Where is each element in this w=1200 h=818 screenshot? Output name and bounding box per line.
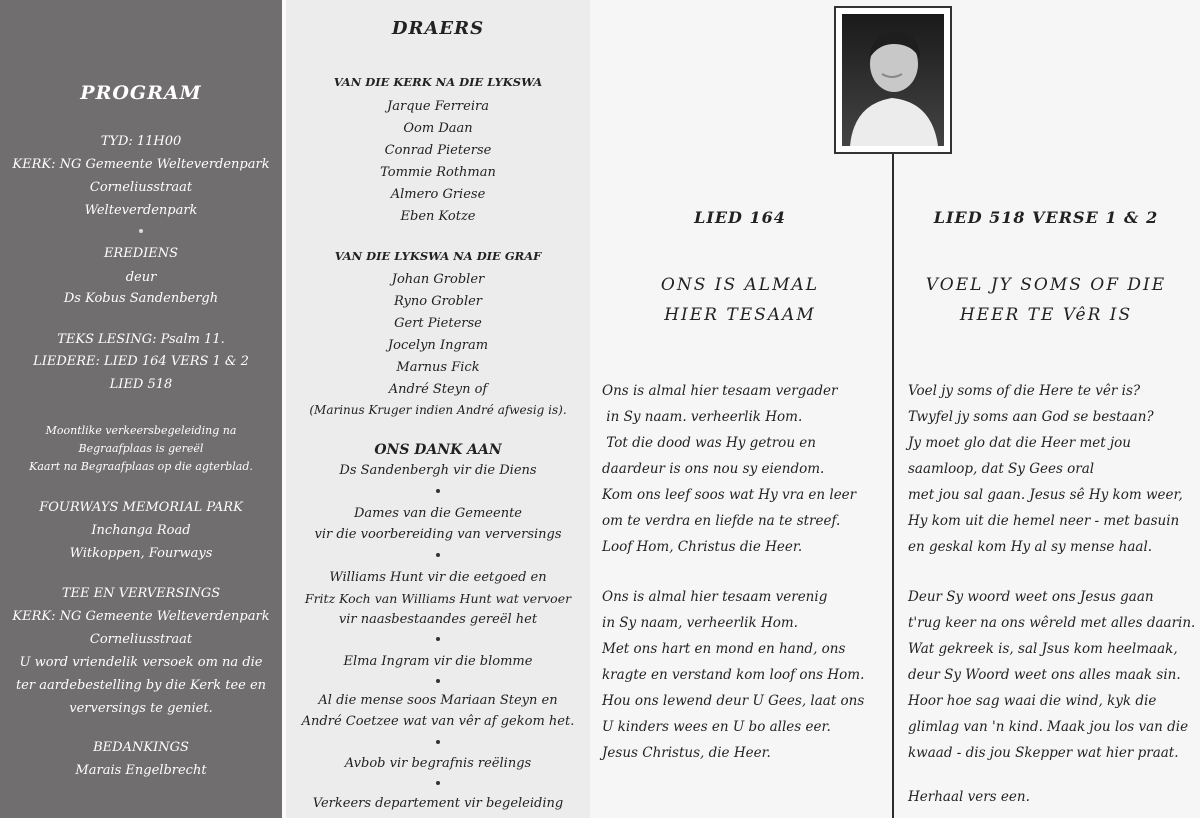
program-panel xyxy=(0,0,282,818)
bearer-name: Gert Pieterse xyxy=(394,316,482,331)
verse-line: Tot die dood was Hy getrou en xyxy=(602,435,816,451)
thanks-line: André Coetzee wat van vêr af gekom het. xyxy=(301,714,575,729)
bearer-name: Jocelyn Ingram xyxy=(387,338,489,353)
songs-panel xyxy=(590,0,1200,818)
bearer-name: Marnus Fick xyxy=(396,360,480,375)
separator-dot xyxy=(139,229,143,233)
verse-line: kragte en verstand kom loof ons Hom. xyxy=(602,667,865,683)
thanks-title: BEDANKINGS xyxy=(93,740,189,755)
verse-line: Jy moet glo dat die Heer met jou xyxy=(908,435,1132,451)
cemetery-road: Inchanga Road xyxy=(91,523,191,538)
verse-line: kwaad - dis jou Skepper wat hier praat. xyxy=(908,745,1179,761)
thanks-line: Al die mense soos Mariaan Steyn en xyxy=(318,693,558,708)
cemetery-name: FOURWAYS MEMORIAL PARK xyxy=(39,500,243,515)
separator-dot xyxy=(436,553,440,557)
separator-dot xyxy=(436,740,440,744)
verse-line: Kom ons leef soos wat Hy vra en leer xyxy=(602,487,857,503)
pallbearers-panel xyxy=(282,0,590,818)
thanks-line: Ds Sandenbergh vir die Diens xyxy=(339,463,537,478)
verse-line: met jou sal gaan. Jesus sê Hy kom weer, xyxy=(908,487,1183,503)
thanks-name: Marais Engelbrecht xyxy=(75,763,207,778)
thanks-line: vir die voorbereiding van verversings xyxy=(314,527,562,542)
bearer-name: Conrad Pieterse xyxy=(384,143,492,158)
thanks-line: Williams Hunt vir die eetgoed en xyxy=(329,570,547,585)
verse-line: Hoor hoe sag waai die wind, kyk die xyxy=(908,693,1157,709)
time: TYD: 11H00 xyxy=(100,134,182,149)
tea-text: ter aardebestelling by die Kerk tee en xyxy=(15,678,267,693)
bearer-name: Oom Daan xyxy=(403,121,473,136)
verse-line: deur Sy Woord weet ons alles maak sin. xyxy=(908,667,1181,683)
verse-line: Ons is almal hier tesaam verenig xyxy=(602,589,828,605)
separator-dot xyxy=(436,781,440,785)
song-164 xyxy=(590,0,890,818)
bearer-name: (Marinus Kruger indien André afwesig is). xyxy=(309,403,567,417)
bearer-name: André Steyn of xyxy=(388,382,488,397)
repeat-note: Herhaal vers een. xyxy=(908,789,1030,805)
song-subtitle: ONS IS ALMAL xyxy=(660,275,820,295)
tea-text: U word vriendelik versoek om na die xyxy=(19,655,263,670)
verse-line: Met ons hart en mond en hand, ons xyxy=(602,641,846,657)
verse-line: en geskal kom Hy al sy mense haal. xyxy=(908,539,1153,555)
thanks-title: ONS DANK AAN xyxy=(374,442,502,458)
thanks-line: vir naasbestaandes gereël het xyxy=(338,612,538,627)
bearer-name: Almero Griese xyxy=(390,187,486,202)
program-title: PROGRAM xyxy=(80,82,202,104)
note-line: Begraafplaas is gereël xyxy=(78,442,204,455)
verse-line: Voel jy soms of die Here te vêr is? xyxy=(908,383,1141,399)
column-divider xyxy=(892,154,894,818)
note-line: Kaart na Begraafplaas op die agterblad. xyxy=(29,460,253,473)
song-subtitle: HEER TE VêR IS xyxy=(959,305,1133,325)
note-line: Moontlike verkeersbegeleiding na xyxy=(45,424,237,437)
cemetery-area: Witkoppen, Fourways xyxy=(69,546,213,561)
service-label: EREDIENS xyxy=(103,246,179,261)
bearer-name: Jarque Ferreira xyxy=(387,99,489,114)
tea-church: KERK: NG Gemeente Welteverdenpark xyxy=(12,609,270,624)
separator-dot xyxy=(436,679,440,683)
bearer-name: Eben Kotze xyxy=(400,209,476,224)
song-subtitle: HIER TESAAM xyxy=(664,305,816,325)
verse-line: Jesus Christus, die Heer. xyxy=(602,745,771,761)
tea-street: Corneliusstraat xyxy=(89,632,193,647)
verse-line: t'rug keer na ons wêreld met alles daarin. xyxy=(908,615,1196,631)
verse-line: saamloop, dat Sy Gees oral xyxy=(908,461,1095,477)
reading: TEKS LESING: Psalm 11. xyxy=(57,332,225,347)
thanks-line: Elma Ingram vir die blomme xyxy=(343,654,533,669)
separator-dot xyxy=(436,637,440,641)
songs-line1: LIEDERE: LIED 164 VERS 1 & 2 xyxy=(33,354,249,369)
verse-line: Hou ons lewend deur U Gees, laat ons xyxy=(602,693,865,709)
verse-line: om te verdra en liefde na te streef. xyxy=(602,513,841,529)
song-title: LIED 164 xyxy=(694,208,786,227)
thanks-line: Dames van die Gemeente xyxy=(354,506,522,521)
verse-line: Wat gekreek is, sal Jsus kom heelmaak, xyxy=(908,641,1178,657)
song-title: LIED 518 VERSE 1 & 2 xyxy=(933,208,1159,227)
songs-line2: LIED 518 xyxy=(109,377,173,392)
verse-line: Twyfel jy soms aan God se bestaan? xyxy=(908,409,1154,425)
verse-line: glimlag van 'n kind. Maak jou los van die xyxy=(908,719,1189,735)
verse-line: Deur Sy woord weet ons Jesus gaan xyxy=(908,589,1154,605)
song-518 xyxy=(896,0,1196,818)
thanks-line: Verkeers departement vir begeleiding xyxy=(312,796,564,811)
verse-line: in Sy naam. verheerlik Hom. xyxy=(602,409,803,425)
service-by: deur xyxy=(125,270,157,285)
tea-text: verversings te geniet. xyxy=(69,701,213,716)
church-area: Welteverdenpark xyxy=(84,203,198,218)
bearer-name: Ryno Grobler xyxy=(393,294,483,309)
separator-dot xyxy=(436,489,440,493)
bearer-name: Tommie Rothman xyxy=(380,165,496,180)
verse-line: in Sy naam, verheerlik Hom. xyxy=(602,615,798,631)
verse-line: Loof Hom, Christus die Heer. xyxy=(602,539,803,555)
pallbearers-title: DRAERS xyxy=(391,18,485,39)
verse-line: Hy kom uit die hemel neer - met basuin xyxy=(908,513,1180,529)
service-minister: Ds Kobus Sandenbergh xyxy=(63,291,219,306)
verse-line: U kinders wees en U bo alles eer. xyxy=(602,719,831,735)
church: KERK: NG Gemeente Welteverdenpark xyxy=(12,157,270,172)
verse-line: Ons is almal hier tesaam vergader xyxy=(602,383,838,399)
group1-title: VAN DIE KERK NA DIE LYKSWA xyxy=(333,75,543,89)
group2-title: VAN DIE LYKSWA NA DIE GRAF xyxy=(334,249,542,263)
verse-line: daardeur is ons nou sy eiendom. xyxy=(602,461,825,477)
bearer-name: Johan Grobler xyxy=(391,272,485,287)
thanks-line: Fritz Koch van Williams Hunt wat vervoer xyxy=(304,591,572,606)
song-subtitle: VOEL JY SOMS OF DIE xyxy=(925,275,1167,295)
church-street: Corneliusstraat xyxy=(89,180,193,195)
tea-title: TEE EN VERVERSINGS xyxy=(61,586,221,601)
thanks-line: Avbob vir begrafnis reëlings xyxy=(344,756,532,771)
